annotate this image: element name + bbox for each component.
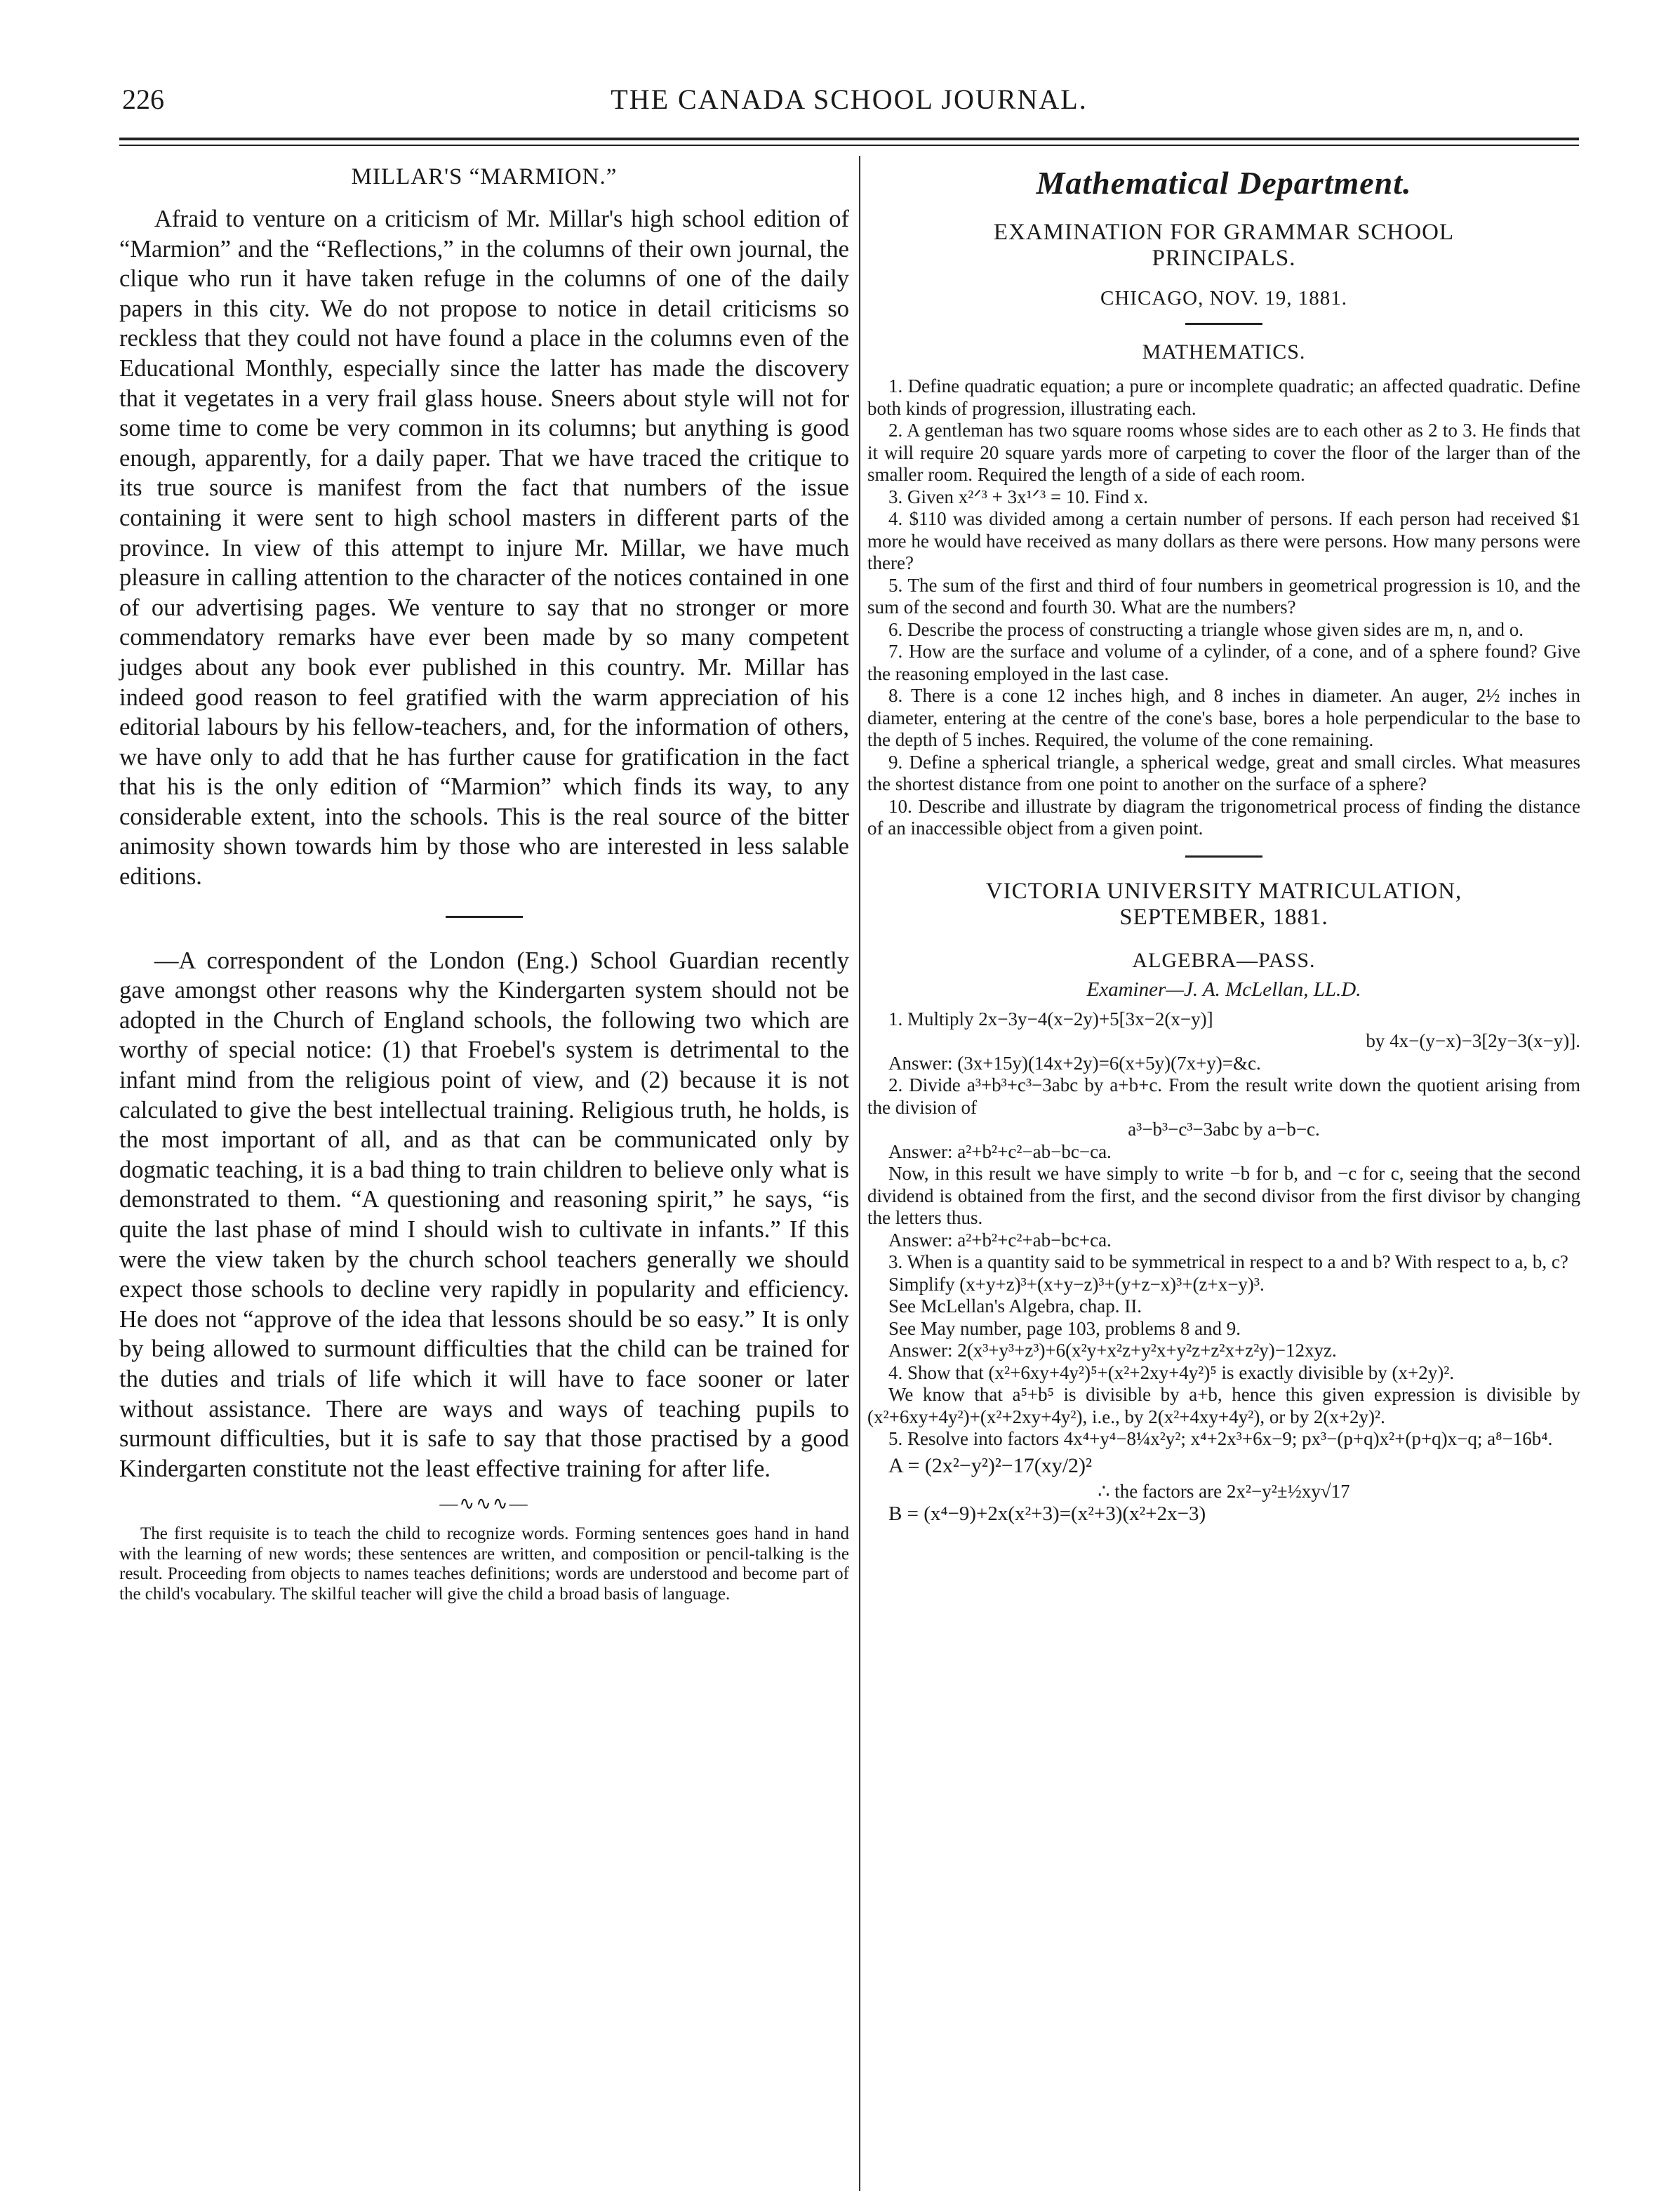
exam2-line: B = (x⁴−9)+2x(x²+3)=(x²+3)(x²+2x−3)	[888, 1502, 1206, 1525]
exam2-line: Now, in this result we have simply to write −b for b, and −c for c, seeing that the second dividend is obtained from the first, and the second divisor from the first divisor by changing the letters thus.	[867, 1163, 1580, 1228]
exam1-question: 3. Given x²ᐟ³ + 3x¹ᐟ³ = 10. Find x.	[888, 486, 1148, 507]
column-divider	[859, 156, 860, 2191]
article-title-millar-marmion: MILLAR'S “MARMION.”	[351, 164, 618, 189]
exam1-question: 1. Define quadratic equation; a pure or incomplete quadratic; an affected quadratic. Define both kinds of progression, illustrating each.	[867, 375, 1580, 419]
exam2-line: See May number, page 103, problems 8 and 9.	[888, 1317, 1241, 1339]
exam2-line: a³−b³−c³−3abc by a−b−c.	[1128, 1119, 1320, 1140]
exam2-line: A = (2x²−y²)²−17(xy/2)²	[888, 1453, 1093, 1477]
exam1-question: 2. A gentleman has two square rooms whose sides are to each other as 2 to 3. He finds that it will require 20 square yards more of carpeting to cover the floor of the larger than of the smaller room. Required the length of a side of each room.	[867, 420, 1580, 485]
footnote-paragraph: The first requisite is to teach the child to recognize words. Forming sentences goes hand in hand with the learning of new words; these sentences are written, and composition or pencil-talking is the result. Proceeding from objects to names teaches definitions; words are understood and become part of the child's vocabulary. The skilful teacher will give the child a broad basis of language.	[119, 1524, 849, 1604]
header-rule-thin	[119, 145, 1579, 146]
exam2-line: Answer: (3x+15y)(14x+2y)=6(x+5y)(7x+y)=&c.	[888, 1052, 1261, 1074]
exam2-line: 1. Multiply 2x−3y−4(x−2y)+5[3x−2(x−y)]	[888, 1008, 1213, 1030]
right-column	[867, 159, 1580, 1525]
page-header	[119, 83, 1579, 125]
exam1-question: 9. Define a spherical triangle, a spherical wedge, great and small circles. What measures the shortest distance from one point to another on the surface of a sphere?	[867, 751, 1580, 794]
exam1-question-list	[867, 375, 1580, 840]
exam2-line: ∴ the factors are 2x²−y²±½xy√17	[1098, 1481, 1350, 1502]
header-rule-thick	[119, 138, 1579, 140]
journal-title: THE CANADA SCHOOL JOURNAL.	[611, 84, 1088, 115]
exam2-line: by 4x−(y−x)−3[2y−3(x−y)].	[1366, 1030, 1580, 1051]
exam2-line: 4. Show that (x²+6xy+4y²)⁵+(x²+2xy+4y²)⁵ is exactly divisible by (x+2y)².	[888, 1361, 1455, 1383]
exam2-line: Simplify (x+y+z)³+(x+y−z)³+(y+z−x)³+(z+x−y)³.	[888, 1273, 1265, 1295]
exam1-date: CHICAGO, NOV. 19, 1881.	[1100, 287, 1347, 309]
exam1-question: 5. The sum of the first and third of four numbers in geometrical progression is 10, and the sum of the second and fourth 30. What are the numbers?	[867, 574, 1580, 618]
exam1-title-line2: PRINCIPALS.	[1152, 246, 1296, 271]
section-divider-rule	[1185, 855, 1262, 858]
exam1-question: 7. How are the surface and volume of a cylinder, of a cone, and of a sphere found? Give the reasoning employed in the last case.	[867, 641, 1580, 684]
section-divider-rule	[446, 916, 523, 918]
department-title: Mathematical Department.	[1036, 165, 1412, 201]
exam1-question: 6. Describe the process of constructing a triangle whose given sides are m, n, and o.	[888, 618, 1524, 640]
exam2-line: 5. Resolve into factors 4x⁴+y⁴−8¼x²y²; x⁴+2x³+6x−9; px³−(p+q)x²+(p+q)x−q; a⁸−16b⁴.	[888, 1428, 1553, 1449]
exam2-line: Answer: a²+b²+c²−ab−bc−ca.	[888, 1140, 1112, 1162]
exam2-title-line2: SEPTEMBER, 1881.	[1119, 904, 1328, 930]
left-column	[119, 159, 849, 1604]
exam2-line: 2. Divide a³+b³+c³−3abc by a+b+c. From the result write down the quotient arising from the division of	[867, 1074, 1580, 1118]
exam2-line: We know that a⁵+b⁵ is divisible by a+b, hence this given expression is divisible by (x²+6xy+4y²)+(x²+2xy+4y²), i.e., by 2(x²+4xy+4y²), or by 2(x+2y)².	[867, 1384, 1580, 1427]
exam1-subject: MATHEMATICS.	[1142, 340, 1306, 364]
article-paragraph-marmion: Afraid to venture on a criticism of Mr. Millar's high school edition of “Marmion” and the “Reflections,” in the columns of their own journal, the clique who run it have taken refuge in the columns of one of the daily papers in this city. We do not propose to notice in detail criticisms so reckless that they could not have found a place in the columns even of the Educational Monthly, especially since the latter has made the discovery that it vegetates in a very frail glass house. Sneers about style will not for some time to come be very common in its columns; but anything is good enough, apparently, for a daily paper. That we have traced the critique to its true source is manifest from the fact that numbers of the issue containing it were sent to high school masters in different parts of the province. In view of this attempt to injure Mr. Millar, we have much pleasure in calling attention to the character of the notices contained in one of our advertising pages. We venture to say that no stronger or more commendatory remarks have ever been made by so many competent judges about any book ever published in this country. Mr. Millar has indeed good reason to feel gratified with the warm appreciation of his editorial labours by his fellow-teachers, and, for the information of others, we have only to add that he has further cause for gratification in the fact that his is the only edition of “Marmion” which finds its way, to any considerable extent, into the schools. This is the real source of the bitter animosity shown towards him by those who are interested in less salable editions.	[119, 206, 849, 891]
exam2-line: 3. When is a quantity said to be symmetrical in respect to a and b? With respect to a, b, c?	[888, 1251, 1568, 1272]
exam2-examiner: Examiner—J. A. McLellan, LL.D.	[1086, 978, 1361, 1001]
exam2-content	[867, 1008, 1580, 1526]
exam2-subject: ALGEBRA—PASS.	[1132, 948, 1316, 972]
article-paragraph-kindergarten: —A correspondent of the London (Eng.) School Guardian recently gave amongst other reasons why the Kindergarten system should not be adopted in the Church of England schools, the following two which are worthy of special notice: (1) that Froebel's system is detrimental to the infant mind from the religious point of view, and (2) because it is not calculated to give the best intellectual training. Religious truth, he holds, is the most important of all, and as that can be communicated only by dogmatic teaching, it is a bad thing to train children to believe only what is demonstrated to them. “A questioning and reasoning spirit,” he says, “is quite the last phase of mind I should wish to cultivate in infants.” If this were the view taken by the church school teachers generally we should expect those schools to decline very rapidly in popularity and efficiency. He does not “approve of the idea that lessons should be so easy.” It is only by being allowed to surmount difficulties that the child can be trained for the duties and trials of life which it will have to face sooner or later without assistance. There are ways and ways of teaching pupils to surmount difficulties, but it is safe to say that those practised by a good Kindergarten constitute not the least effective training for after life.	[119, 947, 849, 1482]
exam2-line: Answer: a²+b²+c²+ab−bc+ca.	[888, 1229, 1112, 1251]
exam1-question: 8. There is a cone 12 inches high, and 8 inches in diameter. An auger, 2½ inches in diameter, entering at the centre of the cone's base, bores a hole perpendicular to the base to the depth of 5 inches. Required, the volume of the cone remaining.	[867, 685, 1580, 750]
exam1-question: 10. Describe and illustrate by diagram the trigonometrical process of finding the distance of an inaccessible object from a given point.	[867, 795, 1580, 839]
exam1-question: 4. $110 was divided among a certain number of persons. If each person had received $1 more he would have received as many dollars as there were persons. How many persons were there?	[867, 508, 1580, 573]
exam2-line: See McLellan's Algebra, chap. II.	[888, 1295, 1142, 1317]
exam2-line: Answer: 2(x³+y³+z³)+6(x²y+x²z+y²x+y²z+z²x+z²y)−12xyz.	[888, 1340, 1337, 1361]
ornament-divider: —∿∿∿—	[439, 1493, 529, 1514]
exam1-title-line1: EXAMINATION FOR GRAMMAR SCHOOL	[993, 220, 1455, 245]
exam1-date-rule	[1185, 323, 1262, 325]
page-number: 226	[122, 84, 164, 115]
exam2-title-line1: VICTORIA UNIVERSITY MATRICULATION,	[985, 878, 1462, 904]
